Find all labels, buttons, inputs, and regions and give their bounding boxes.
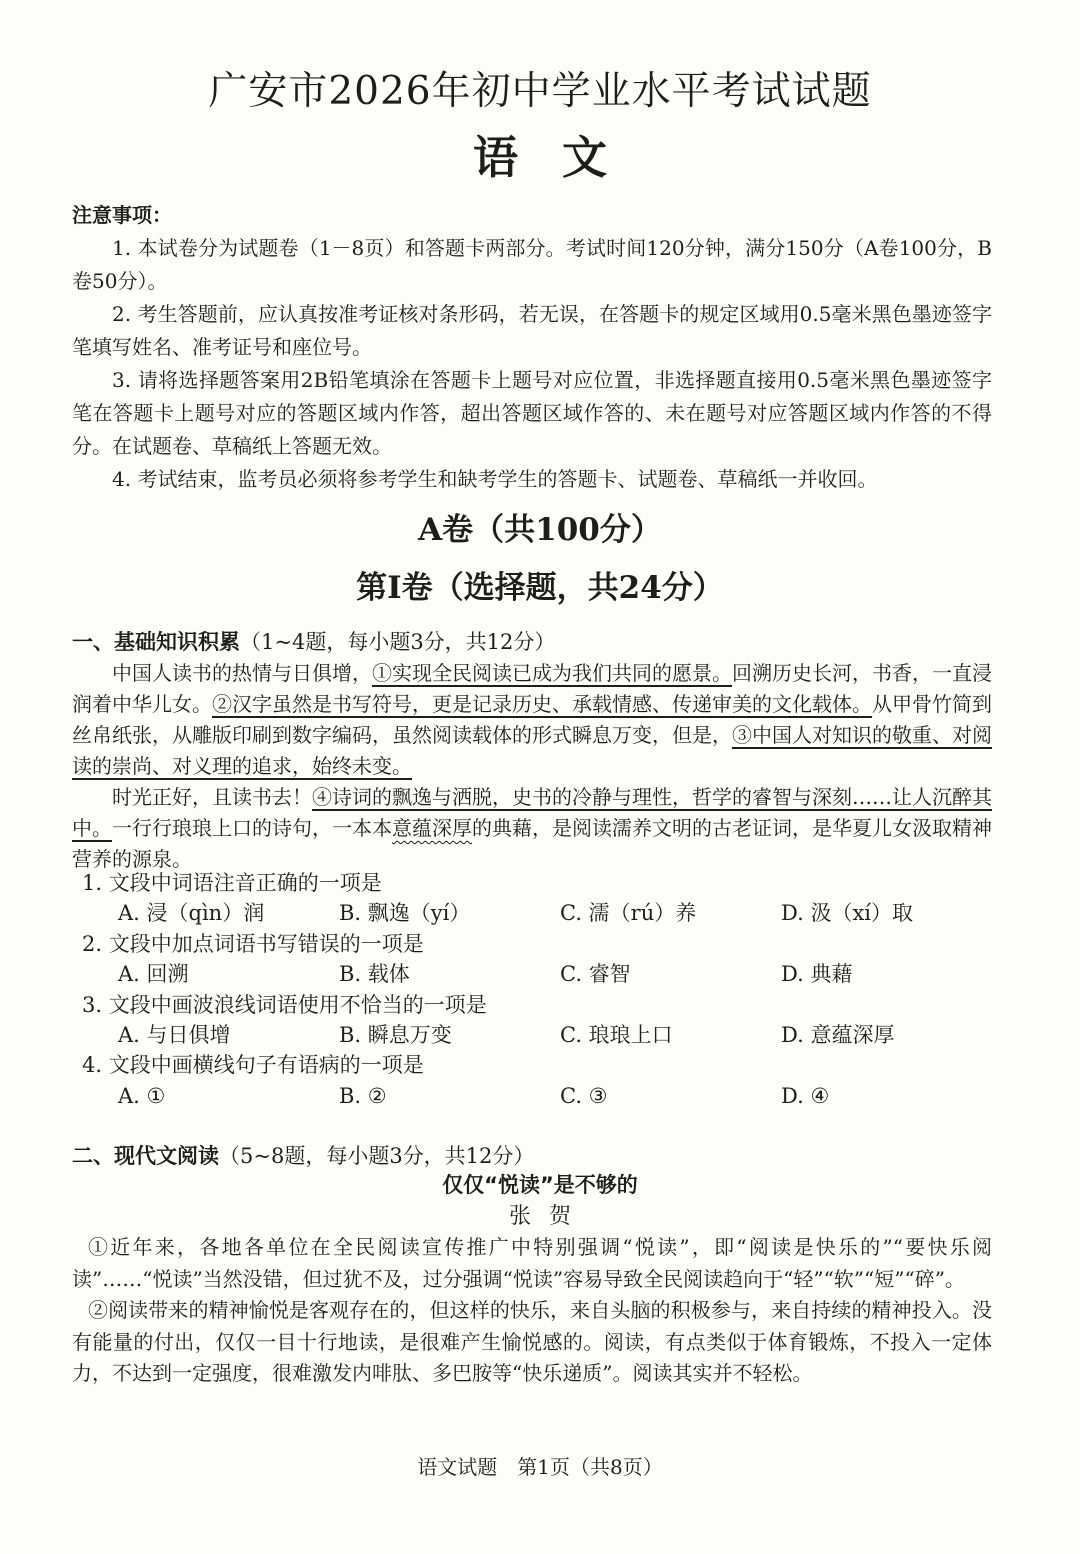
passage-text: 的典藉，是阅读濡养文明的古老证词，是华夏儿女汲取精神营养的源泉。 bbox=[72, 816, 992, 871]
notice-item: 3. 请将选择题答案用2B铅笔填涂在答题卡上题号对应位置，非选择题直接用0.5毫米黑色墨迹签字笔在答题卡上题号对应的答题区域内作答，超出答题区域作答的、未在题号对应答题区域内作答的不得分。在试题卷、草稿纸上答题无效。 bbox=[72, 368, 992, 458]
option-row bbox=[82, 898, 1002, 928]
article-author: 张贺 bbox=[508, 1204, 589, 1229]
option-c: C. 琅琅上口 bbox=[560, 1023, 673, 1048]
question bbox=[82, 1050, 1002, 1111]
section2-title: 二、现代文阅读 bbox=[72, 1144, 219, 1168]
article-paragraph: ②阅读带来的精神愉悦是客观存在的，但这样的快乐，来自头脑的积极参与，来自持续的精神投入。没有能量的付出，仅仅一目十行地读，是很难产生愉悦感的。阅读，有点类似于体育锻炼，不投入一定体力，不达到一定强度，很难激发内啡肽、多巴胺等“快乐递质”。阅读其实并不轻松。 bbox=[72, 1298, 992, 1385]
article-body bbox=[72, 1232, 992, 1390]
sentence-3: ③中国人对知识的敬重、对阅读的崇尚、对义理的追求，始终未变。 bbox=[72, 723, 992, 778]
option-b: B. 载体 bbox=[339, 962, 410, 987]
notice-heading: 注意事项： bbox=[72, 203, 172, 227]
option-row bbox=[82, 1020, 1002, 1050]
passage-text: 中国人读书的热情与日俱增， bbox=[112, 661, 372, 685]
volume-a-heading: A卷（共100分） bbox=[418, 512, 662, 548]
section1-heading bbox=[72, 626, 555, 658]
option-d: D. 典藉 bbox=[781, 962, 853, 987]
option-d: D. ④ bbox=[781, 1083, 830, 1108]
option-b: B. 瞬息万变 bbox=[339, 1023, 452, 1048]
article-title: 仅仅“悦读”是不够的 bbox=[442, 1173, 638, 1197]
passage-text: 回溯历史长河，书香，一直浸润着中华儿女。 bbox=[72, 661, 992, 716]
sentence-2: ②汉字虽然是书写符号，更是记录历史、承载情感、传递审美的文化载体。 bbox=[212, 692, 872, 716]
option-c: C. 睿智 bbox=[560, 962, 631, 987]
passage-text: 一行行琅琅上口的诗句，一本本 bbox=[112, 816, 392, 840]
option-row bbox=[82, 959, 1002, 989]
section2-heading bbox=[72, 1140, 534, 1172]
exam-title: 广安市2026年初中学业水平考试试题 bbox=[208, 69, 872, 114]
passage-text: 时光正好，且读书去！ bbox=[112, 785, 312, 809]
option-row bbox=[82, 1081, 1002, 1111]
passage-paragraph bbox=[72, 782, 992, 875]
question-stem: 3. 文段中画波浪线词语使用不恰当的一项是 bbox=[82, 992, 487, 1017]
section1-note: （1~4题，每小题3分，共12分） bbox=[240, 630, 556, 654]
section1-title: 一、基础知识积累 bbox=[72, 630, 240, 654]
notice-item: 2. 考生答题前，应认真按准考证核对条形码，若无误，在答题卡的规定区域用0.5毫米黑色墨迹签字笔填写姓名、准考证号和座位号。 bbox=[72, 302, 992, 359]
notice-list bbox=[72, 232, 992, 496]
passage-text: 从甲骨竹简到丝帛纸张，从雕版印刷到数字编码，虽然阅读载体的形式瞬息万变，但是， bbox=[72, 692, 992, 747]
passage-paragraph bbox=[72, 658, 992, 782]
notice-item: 1. 本试卷分为试题卷（1－8页）和答题卡两部分。考试时间120分钟，满分150分（A卷100分，B卷50分）。 bbox=[72, 236, 992, 293]
question-stem: 1. 文段中词语注音正确的一项是 bbox=[82, 871, 382, 895]
option-d: D. 汲（xí）取 bbox=[781, 901, 913, 926]
option-a: A. 回溯 bbox=[118, 962, 189, 987]
notice-item: 4. 考试结束，监考员必须将参考学生和缺考学生的答题卡、试题卷、草稿纸一并收回。 bbox=[112, 467, 878, 491]
question bbox=[82, 929, 1002, 990]
question-stem: 2. 文段中加点词语书写错误的一项是 bbox=[82, 931, 424, 956]
article-paragraph: ①近年来，各地各单位在全民阅读宣传推广中特别强调“悦读”，即“阅读是快乐的”“要快乐阅读”……“悦读”当然没错，但过犹不及，过分强调“悦读”容易导致全民阅读趋向于“轻”“软”“短”“碎”。 bbox=[72, 1235, 992, 1291]
volume-i-heading: 第Ⅰ卷（选择题，共24分） bbox=[356, 570, 724, 606]
option-a: A. 与日俱增 bbox=[118, 1023, 231, 1048]
section2-note: （5~8题，每小题3分，共12分） bbox=[219, 1144, 535, 1168]
question bbox=[82, 868, 1002, 929]
wavy-phrase: 意蕴深厚 bbox=[392, 816, 472, 840]
option-d: D. 意蕴深厚 bbox=[781, 1023, 895, 1048]
option-b: B. ② bbox=[339, 1083, 387, 1108]
sentence-1: ①实现全民阅读已成为我们共同的愿景。 bbox=[372, 661, 732, 685]
question-list bbox=[82, 868, 1002, 1111]
option-c: C. 濡（rú）养 bbox=[560, 901, 697, 926]
question bbox=[82, 990, 1002, 1051]
option-c: C. ③ bbox=[560, 1083, 608, 1108]
option-b: B. 飘逸（yí） bbox=[339, 901, 471, 926]
question-stem: 4. 文段中画横线句子有语病的一项是 bbox=[82, 1053, 424, 1078]
sentence-4: ④诗词的飘逸与洒脱，史书的冷静与理性，哲学的睿智与深刻……让人沉醉其中。 bbox=[72, 785, 992, 840]
option-a: A. 浸（qìn）润 bbox=[118, 901, 265, 926]
option-a: A. ① bbox=[118, 1083, 166, 1108]
page-footer: 语文试题 第1页（共8页） bbox=[417, 1455, 663, 1479]
subject-title: 语文 bbox=[472, 131, 651, 184]
passage-1 bbox=[72, 658, 992, 875]
